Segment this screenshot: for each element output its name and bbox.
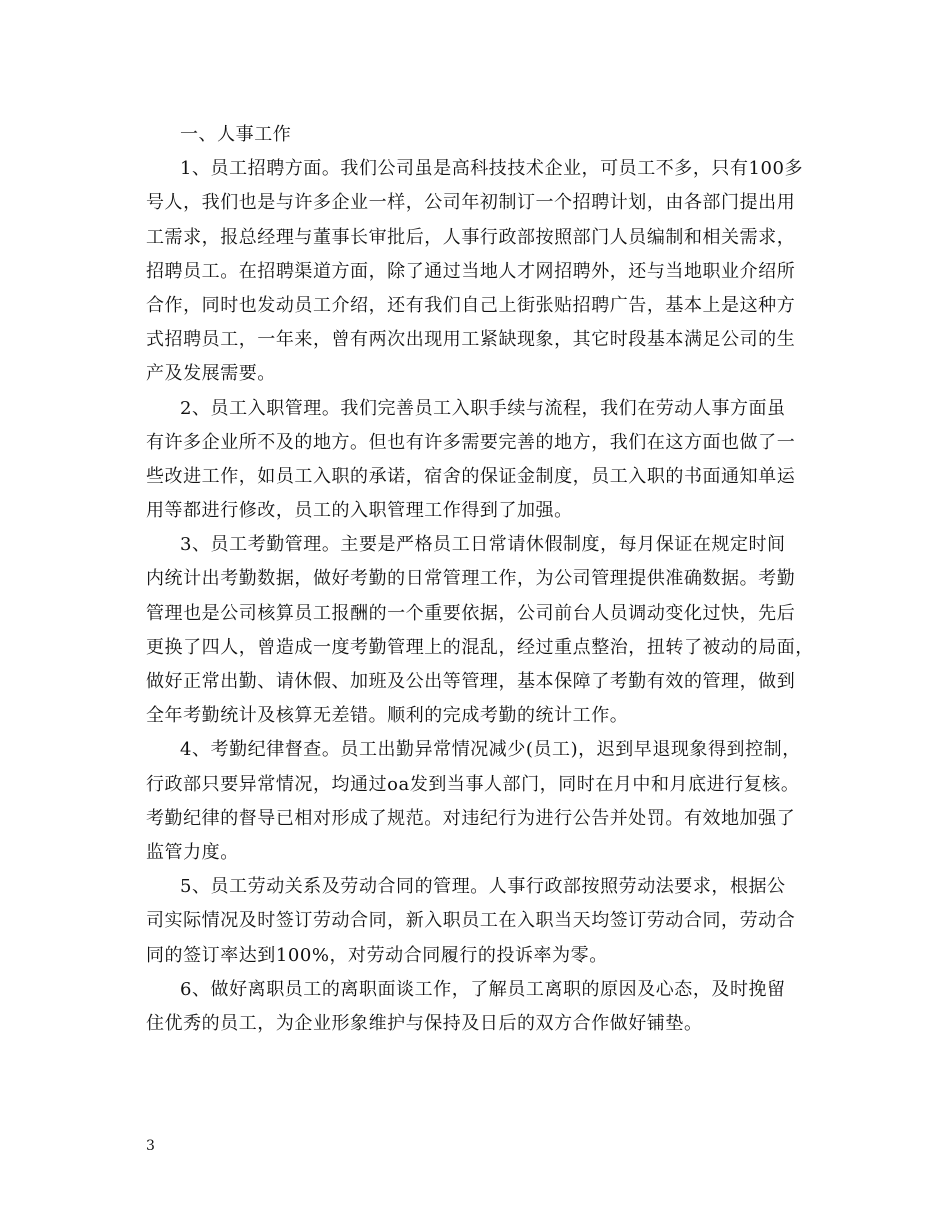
text-line: 考勤纪律的督导已相对形成了规范。对违纪行为进行公告并处罚。有效地加强了 [146, 807, 796, 829]
document-body [146, 118, 816, 1041]
text-line: 工需求，报总经理与董事长审批后，人事行政部按照部门人员编制和相关需求， [146, 226, 796, 248]
text-line: 5、员工劳动关系及劳动合同的管理。人事行政部按照劳动法要求，根据公 [180, 876, 786, 898]
text-line: 用等都进行修改，员工的入职管理工作得到了加强。 [146, 500, 573, 522]
text-line: 产及发展需要。 [146, 363, 276, 385]
text-line: 合作，同时也发动员工介绍，还有我们自己上街张贴招聘广告，基本上是这种方 [146, 294, 796, 316]
text-line: 6、做好离职员工的离职面谈工作，了解员工离职的原因及心态，及时挽留 [180, 978, 786, 1000]
text-line: 住优秀的员工，为企业形象维护与保持及日后的双方合作做好铺垫。 [146, 1012, 703, 1034]
text-line: 做好正常出勤、请休假、加班及公出等管理，基本保障了考勤有效的管理，做到 [146, 671, 796, 692]
text-line: 2、员工入职管理。我们完善员工入职手续与流程，我们在劳动人事方面虽 [180, 397, 786, 419]
text-line: 管理也是公司核算员工报酬的一个重要依据，公司前台人员调动变化过快，先后 [146, 602, 796, 624]
text-line: 式招聘员工，一年来，曾有两次出现用工紧缺现象，其它时段基本满足公司的生 [146, 329, 796, 351]
text-line: 全年考勤统计及核算无差错。顺利的完成考勤的统计工作。 [146, 705, 629, 727]
text-line: 招聘员工。在招聘渠道方面，除了通过当地人才网招聘外，还与当地职业介绍所 [146, 260, 796, 282]
text-line: 有许多企业所不及的地方。但也有许多需要完善的地方，我们在这方面也做了一 [146, 431, 796, 453]
text-line: 号人，我们也是与许多企业一样，公司年初制订一个招聘计划，由各部门提出用 [146, 192, 796, 214]
text-line: 4、考勤纪律督查。员工出勤异常情况减少(员工)，迟到早退现象得到控制， [180, 739, 801, 761]
page-number: 3 [146, 1138, 155, 1154]
text-line: 3、员工考勤管理。主要是严格员工日常请休假制度，每月保证在规定时间 [180, 534, 786, 556]
text-line: 更换了四人，曾造成一度考勤管理上的混乱，经过重点整治，扭转了被动的局面， [146, 636, 814, 658]
paragraph-lines [146, 152, 816, 1041]
text-line: 些改进工作，如员工入职的承诺，宿舍的保证金制度，员工入职的书面通知单运 [146, 465, 796, 487]
text-line: 司实际情况及时签订劳动合同，新入职员工在入职当天均签订劳动合同，劳动合 [146, 910, 796, 932]
text-line: 1、员工招聘方面。我们公司虽是高科技技术企业，可员工不多，只有100多 [180, 158, 804, 180]
text-line: 内统计出考勤数据，做好考勤的日常管理工作，为公司管理提供准确数据。考勤 [146, 568, 796, 590]
text-line: 监管力度。 [146, 841, 239, 863]
section-heading: 一、人事工作 [180, 124, 292, 145]
text-line: 行政部只要异常情况，均通过oa发到当事人部门，同时在月中和月底进行复核。 [146, 773, 800, 795]
text-line: 同的签订率达到100%，对劳动合同履行的投诉率为零。 [146, 944, 608, 966]
